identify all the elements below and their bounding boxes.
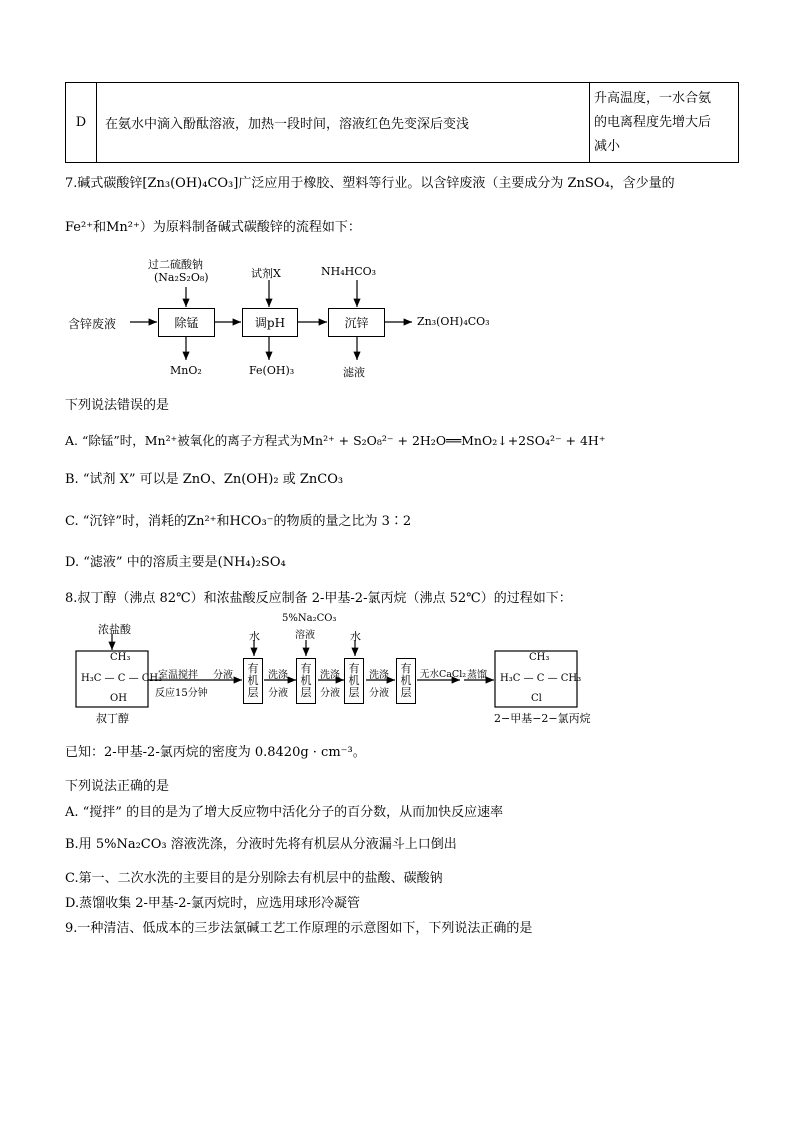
explain-line: 减小	[594, 138, 621, 154]
reagent3-label: NH₄HCO₃	[321, 265, 377, 278]
step-remove-mn: 除锰	[158, 308, 215, 337]
flow-input: 含锌废液	[68, 317, 117, 331]
q8-option-c: C.第一、二次水洗的主要目的是分别除去有机层中的盐酸、碳酸钠	[65, 871, 443, 886]
q8-acid: 浓盐酸	[98, 623, 131, 636]
q8-known: 已知：2-甲基-2-氯丙烷的密度为 0.8420g · cm⁻³。	[65, 745, 366, 760]
q8-wash-3: 洗涤	[369, 670, 389, 681]
right-mol-mid: H₃C — C — CH₃	[500, 673, 582, 684]
q8-na2co3-line1: 5%Na₂CO₃	[282, 613, 337, 624]
q8-sep-2: 分液	[268, 688, 288, 699]
q7-option-a: A. “除锰”时，Mn²⁺被氧化的离子方程式为Mn²⁺ + S₂O₈²⁻ + 2H₂O══MnO₂↓+2SO₄²⁻ + 4H⁺	[65, 433, 606, 448]
q8-stir-bottom: 反应15分钟	[155, 688, 208, 699]
q8-wash-1: 洗涤	[268, 670, 288, 681]
q8-wash-2: 洗涤	[320, 670, 340, 681]
q8-distill: 蒸馏	[467, 670, 487, 681]
organic-layer-3: 有机层	[344, 658, 364, 704]
right-mol-top: CH₃	[529, 652, 550, 663]
q8-sep-4: 分液	[369, 688, 389, 699]
step-precipitate-zn: 沉锌	[328, 308, 385, 337]
q8-water2: 水	[350, 630, 361, 643]
reagent2-label: 试剂X	[251, 267, 281, 280]
organic-layer-2: 有机层	[296, 658, 316, 704]
left-mol-name: 叔丁醇	[96, 712, 129, 725]
q9-intro: 9.一种清洁、低成本的三步法氯碱工艺工作原理的示意图如下，下列说法正确的是	[65, 921, 533, 936]
reagent1-line2: (Na₂S₂O₈)	[154, 271, 209, 284]
q8-option-b: B.用 5%Na₂CO₃ 溶液洗涤，分液时先将有机层从分液漏斗上口倒出	[65, 837, 457, 852]
q8-sep-1: 分液	[213, 670, 233, 681]
q7-intro-line2: Fe²⁺和Mn²⁺）为原料制备碱式碳酸锌的流程如下：	[65, 220, 361, 235]
flow-output: Zn₃(OH)₄CO₃	[417, 315, 490, 328]
q8-na2co3-line2: 溶液	[295, 630, 315, 641]
q8-question: 下列说法正确的是	[65, 779, 170, 794]
organic-layer-1: 有机层	[243, 658, 263, 704]
left-mol-bottom: OH	[110, 693, 127, 704]
right-mol-name: 2−甲基−2−氯丙烷	[494, 712, 591, 725]
q8-drying-agent: 无水CaCl₂	[420, 669, 467, 680]
byproduct-mno2: MnO₂	[170, 364, 202, 377]
q8-option-d: D.蒸馏收集 2-甲基-2-氯丙烷时，应选用球形冷凝管	[65, 896, 360, 911]
explain-line: 的电离程度先增大后	[594, 114, 712, 130]
q7-question: 下列说法错误的是	[65, 398, 170, 413]
byproduct-feoh3: Fe(OH)₃	[249, 364, 295, 377]
table-row-content: 在氨水中滴入酚酞溶液，加热一段时间，溶液红色先变深后变浅	[97, 83, 590, 163]
q7-option-c: C. “沉锌”时，消耗的Zn²⁺和HCO₃⁻的物质的量之比为 3∶2	[65, 514, 412, 529]
table-row-label: D	[66, 83, 97, 163]
organic-layer-4: 有机层	[396, 658, 416, 704]
q8-intro: 8.叔丁醇（沸点 82℃）和浓盐酸反应制备 2-甲基-2-氯丙烷（沸点 52℃）的过程如下：	[65, 591, 572, 606]
left-mol-top: CH₃	[110, 652, 131, 663]
explain-line: 升高温度，一水合氨	[594, 90, 712, 106]
reagent1-line1: 过二硫酸钠	[148, 258, 203, 271]
q7-intro-a: 7.碱式碳酸锌	[65, 176, 143, 191]
q7-formula: [Zn₃(OH)₄CO₃]	[142, 176, 239, 191]
q7-option-b: B. “试剂 X” 可以是 ZnO、Zn(OH)₂ 或 ZnCO₃	[65, 472, 344, 487]
q7-option-d: D. “滤液” 中的溶质主要是(NH₄)₂SO₄	[65, 555, 286, 570]
left-mol-mid: H₃C — C — CH₃	[81, 673, 163, 684]
q8-option-a: A. “搅拌” 的目的是为了增大反应物中活化分子的百分数，从而加快反应速率	[65, 805, 504, 820]
byproduct-filtrate: 滤液	[343, 366, 365, 379]
step-adjust-ph: 调pH	[242, 308, 298, 337]
q8-sep-3: 分液	[320, 688, 340, 699]
right-mol-bottom: Cl	[531, 693, 542, 704]
q8-water1: 水	[249, 630, 260, 643]
q7-intro-b: 广泛应用于橡胶、塑料等行业。以含锌废液（主要成分为 ZnSO₄，含少量的	[238, 176, 675, 191]
q8-stir-top: 室温搅拌	[158, 670, 198, 681]
